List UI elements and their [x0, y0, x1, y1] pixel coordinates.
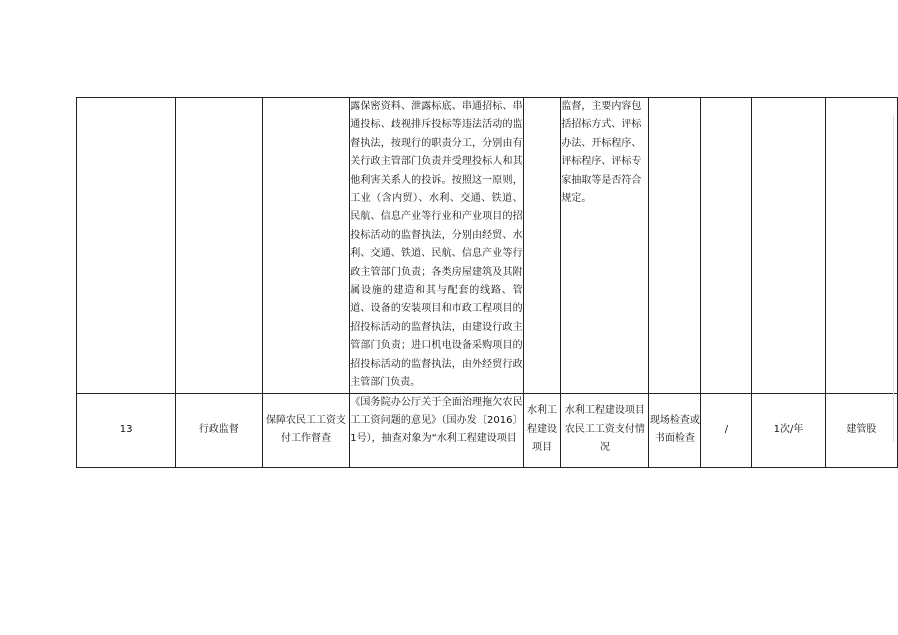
department-cell: 建管股: [825, 393, 897, 467]
table-cell: [77, 98, 176, 394]
table-cell: [701, 98, 752, 394]
table-cell: [262, 98, 350, 394]
row-number: 13: [77, 393, 176, 467]
content-cell: 监督，主要内容包括招标方式、评标办法、开标程序、评标程序、评标专家抽取等是否符合规定。: [561, 98, 649, 394]
content-cell: 水利工程建设项目农民工工资支付情况: [561, 393, 649, 467]
object-cell: 水利工程建设项目: [523, 393, 561, 467]
inspection-table: [76, 97, 898, 468]
table-row: [77, 98, 898, 394]
basis-cell: 露保密资料、泄露标底、串通招标、串通投标、歧视排斥投标等违法活动的监督执法，按现行的职责分工，分别由有关行政主管部门负责并受理投标人和其他利害关系人的投诉。按照这一原则，工业（含内贸）、水利、交通、铁道、民航、信息产业等行业和产业项目的招投标活动的监督执法，分别由经贸、水利、交通、铁道、民航、信息产业等行政主管部门负责；各类房屋建筑及其附属设施的建造和其与配套的线路、管道、设备的安装项目和市政工程项目的招投标活动的监督执法，由建设行政主管部门负责；进口机电设备采购项目的招投标活动的监督执法，由外经贸行政主管部门负责。: [350, 98, 523, 394]
frequency-cell: 1次/年: [752, 393, 825, 467]
method-cell: 现场检查或书面检查: [649, 393, 701, 467]
table-cell: [649, 98, 701, 394]
table-row: [77, 393, 898, 467]
item-cell: 保障农民工工资支付工作督查: [262, 393, 350, 467]
table-cell: [176, 98, 263, 394]
page-edge-line: [893, 115, 894, 442]
table-cell: [752, 98, 825, 394]
category-cell: 行政监督: [176, 393, 263, 467]
basis-cell: 《国务院办公厅关于全面治理拖欠农民工工资问题的意见》（国办发〔2016〕1号），抽查对象为“水利工程建设项目: [350, 393, 523, 467]
table-cell: [825, 98, 897, 394]
ratio-cell: /: [701, 393, 752, 467]
table-cell: [523, 98, 561, 394]
